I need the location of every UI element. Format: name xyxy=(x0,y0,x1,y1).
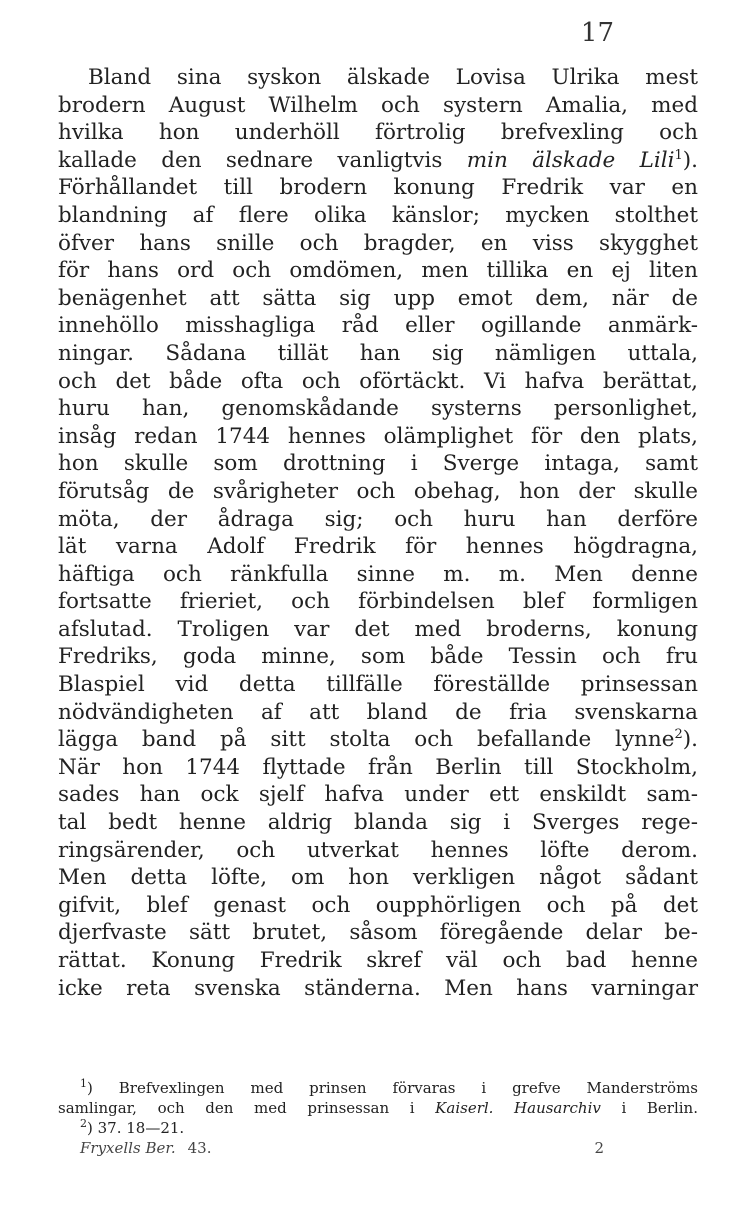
page-number: 17 xyxy=(580,18,614,48)
footnote-text: samlingar, och den med prinsessan i xyxy=(58,1099,436,1117)
text-line: innehöllo misshagliga råd eller ogillande anmärk- xyxy=(58,313,698,339)
text-line: huru han, genomskådande systerns personlighet, xyxy=(58,396,698,422)
text-line xyxy=(58,147,698,175)
text-line: När hon 1744 flyttade från Berlin till Stockholm, xyxy=(58,754,698,780)
footnote-ref-1: 1 xyxy=(674,147,683,163)
footnote-2 xyxy=(58,1118,698,1138)
text-line xyxy=(58,726,698,754)
text-line: förutsåg de svårigheter och obehag, hon der skulle xyxy=(58,478,698,504)
footnote-marker: 1 xyxy=(80,1077,87,1090)
footnote-text: ) 37. 18—21. xyxy=(87,1119,185,1137)
text-line: ningar. Sådana tillät han sig nämligen uttala, xyxy=(58,340,698,366)
text-line: möta, der ådraga sig; och huru han derföre xyxy=(58,506,698,532)
text-fragment: ). xyxy=(682,147,698,173)
text-line: Bland sina syskon älskade Lovisa Ulrika mest xyxy=(88,65,698,90)
text-fragment: kallade den sednare vanligtvis xyxy=(58,147,467,173)
text-line: rättat. Konung Fredrik skref väl och bad henne xyxy=(58,948,698,973)
text-line: Fredriks, goda minne, som både Tessin och fru xyxy=(58,644,698,670)
footnote-ref-2: 2 xyxy=(674,727,683,743)
text-line: för hans ord och omdömen, men tillika en ej liten xyxy=(58,258,698,284)
text-line: Men detta löfte, om hon verkligen något sådant xyxy=(58,865,698,891)
text-line: hvilka hon underhöll förtrolig brefvexling och xyxy=(58,120,698,146)
text-fragment: ). xyxy=(682,727,698,753)
footnote-text: ) Brefvexlingen med prinsen förvaras i grefve Manderströms xyxy=(87,1079,698,1097)
footnotes xyxy=(58,1078,698,1138)
text-line: insåg redan 1744 hennes olämplighet för den plats, xyxy=(58,423,698,449)
text-line: ringsärender, och utverkat hennes löfte derom. xyxy=(58,837,698,863)
italic-phrase: min älskade Lili xyxy=(466,147,675,173)
signature-volume: 43. xyxy=(187,1139,212,1157)
text-line: blandning af flere olika känslor; mycken stolthet xyxy=(58,202,698,228)
text-line: benägenhet att sätta sig upp emot dem, när de xyxy=(58,285,698,311)
text-line: tal bedt henne aldrig blanda sig i Sverges rege- xyxy=(58,810,698,836)
signature-sheet-number: 2 xyxy=(594,1139,604,1157)
text-line: Blaspiel vid detta tillfälle föreställde prinsessan xyxy=(58,672,698,698)
text-line: och det både ofta och oförtäckt. Vi hafva berättat, xyxy=(58,368,698,394)
text-line: öfver hans snille och bragder, en viss skygghet xyxy=(58,230,698,256)
footnote-text: i Berlin. xyxy=(600,1099,698,1117)
printer-signature xyxy=(80,1139,604,1157)
text-line: häftiga och ränkfulla sinne m. m. Men denne xyxy=(58,561,698,587)
footnote-marker: 2 xyxy=(80,1117,87,1130)
text-fragment: lägga band på sitt stolta och befallande lynne xyxy=(58,727,675,753)
footnote-italic: Kaiserl. Hausarchiv xyxy=(435,1099,601,1117)
text-line: nödvändigheten af att bland de fria svenskarna xyxy=(58,699,698,725)
footnote-1-continued xyxy=(58,1098,698,1118)
text-line: afslutad. Troligen var det med broderns, konung xyxy=(58,616,698,642)
text-line: fortsatte frieriet, och förbindelsen blef formligen xyxy=(58,589,698,615)
text-line: lät varna Adolf Fredrik för hennes högdragna, xyxy=(58,534,698,560)
text-line: sades han ock sjelf hafva under ett enskildt sam- xyxy=(58,782,698,808)
text-line: icke reta svenska ständerna. Men hans varningar xyxy=(58,975,698,1001)
text-line: djerfvaste sätt brutet, såsom föregående delar be- xyxy=(58,920,698,946)
signature-title-group xyxy=(80,1139,212,1157)
text-line: brodern August Wilhelm och systern Amalia, med xyxy=(58,92,698,118)
text-line: hon skulle som drottning i Sverge intaga, samt xyxy=(58,451,698,477)
footnote-1 xyxy=(58,1078,698,1098)
signature-title: Fryxells Ber. xyxy=(80,1139,176,1157)
body-text xyxy=(58,64,698,1002)
text-line: gifvit, blef genast och oupphörligen och på det xyxy=(58,892,698,918)
text-line: Förhållandet till brodern konung Fredrik var en xyxy=(58,175,698,201)
